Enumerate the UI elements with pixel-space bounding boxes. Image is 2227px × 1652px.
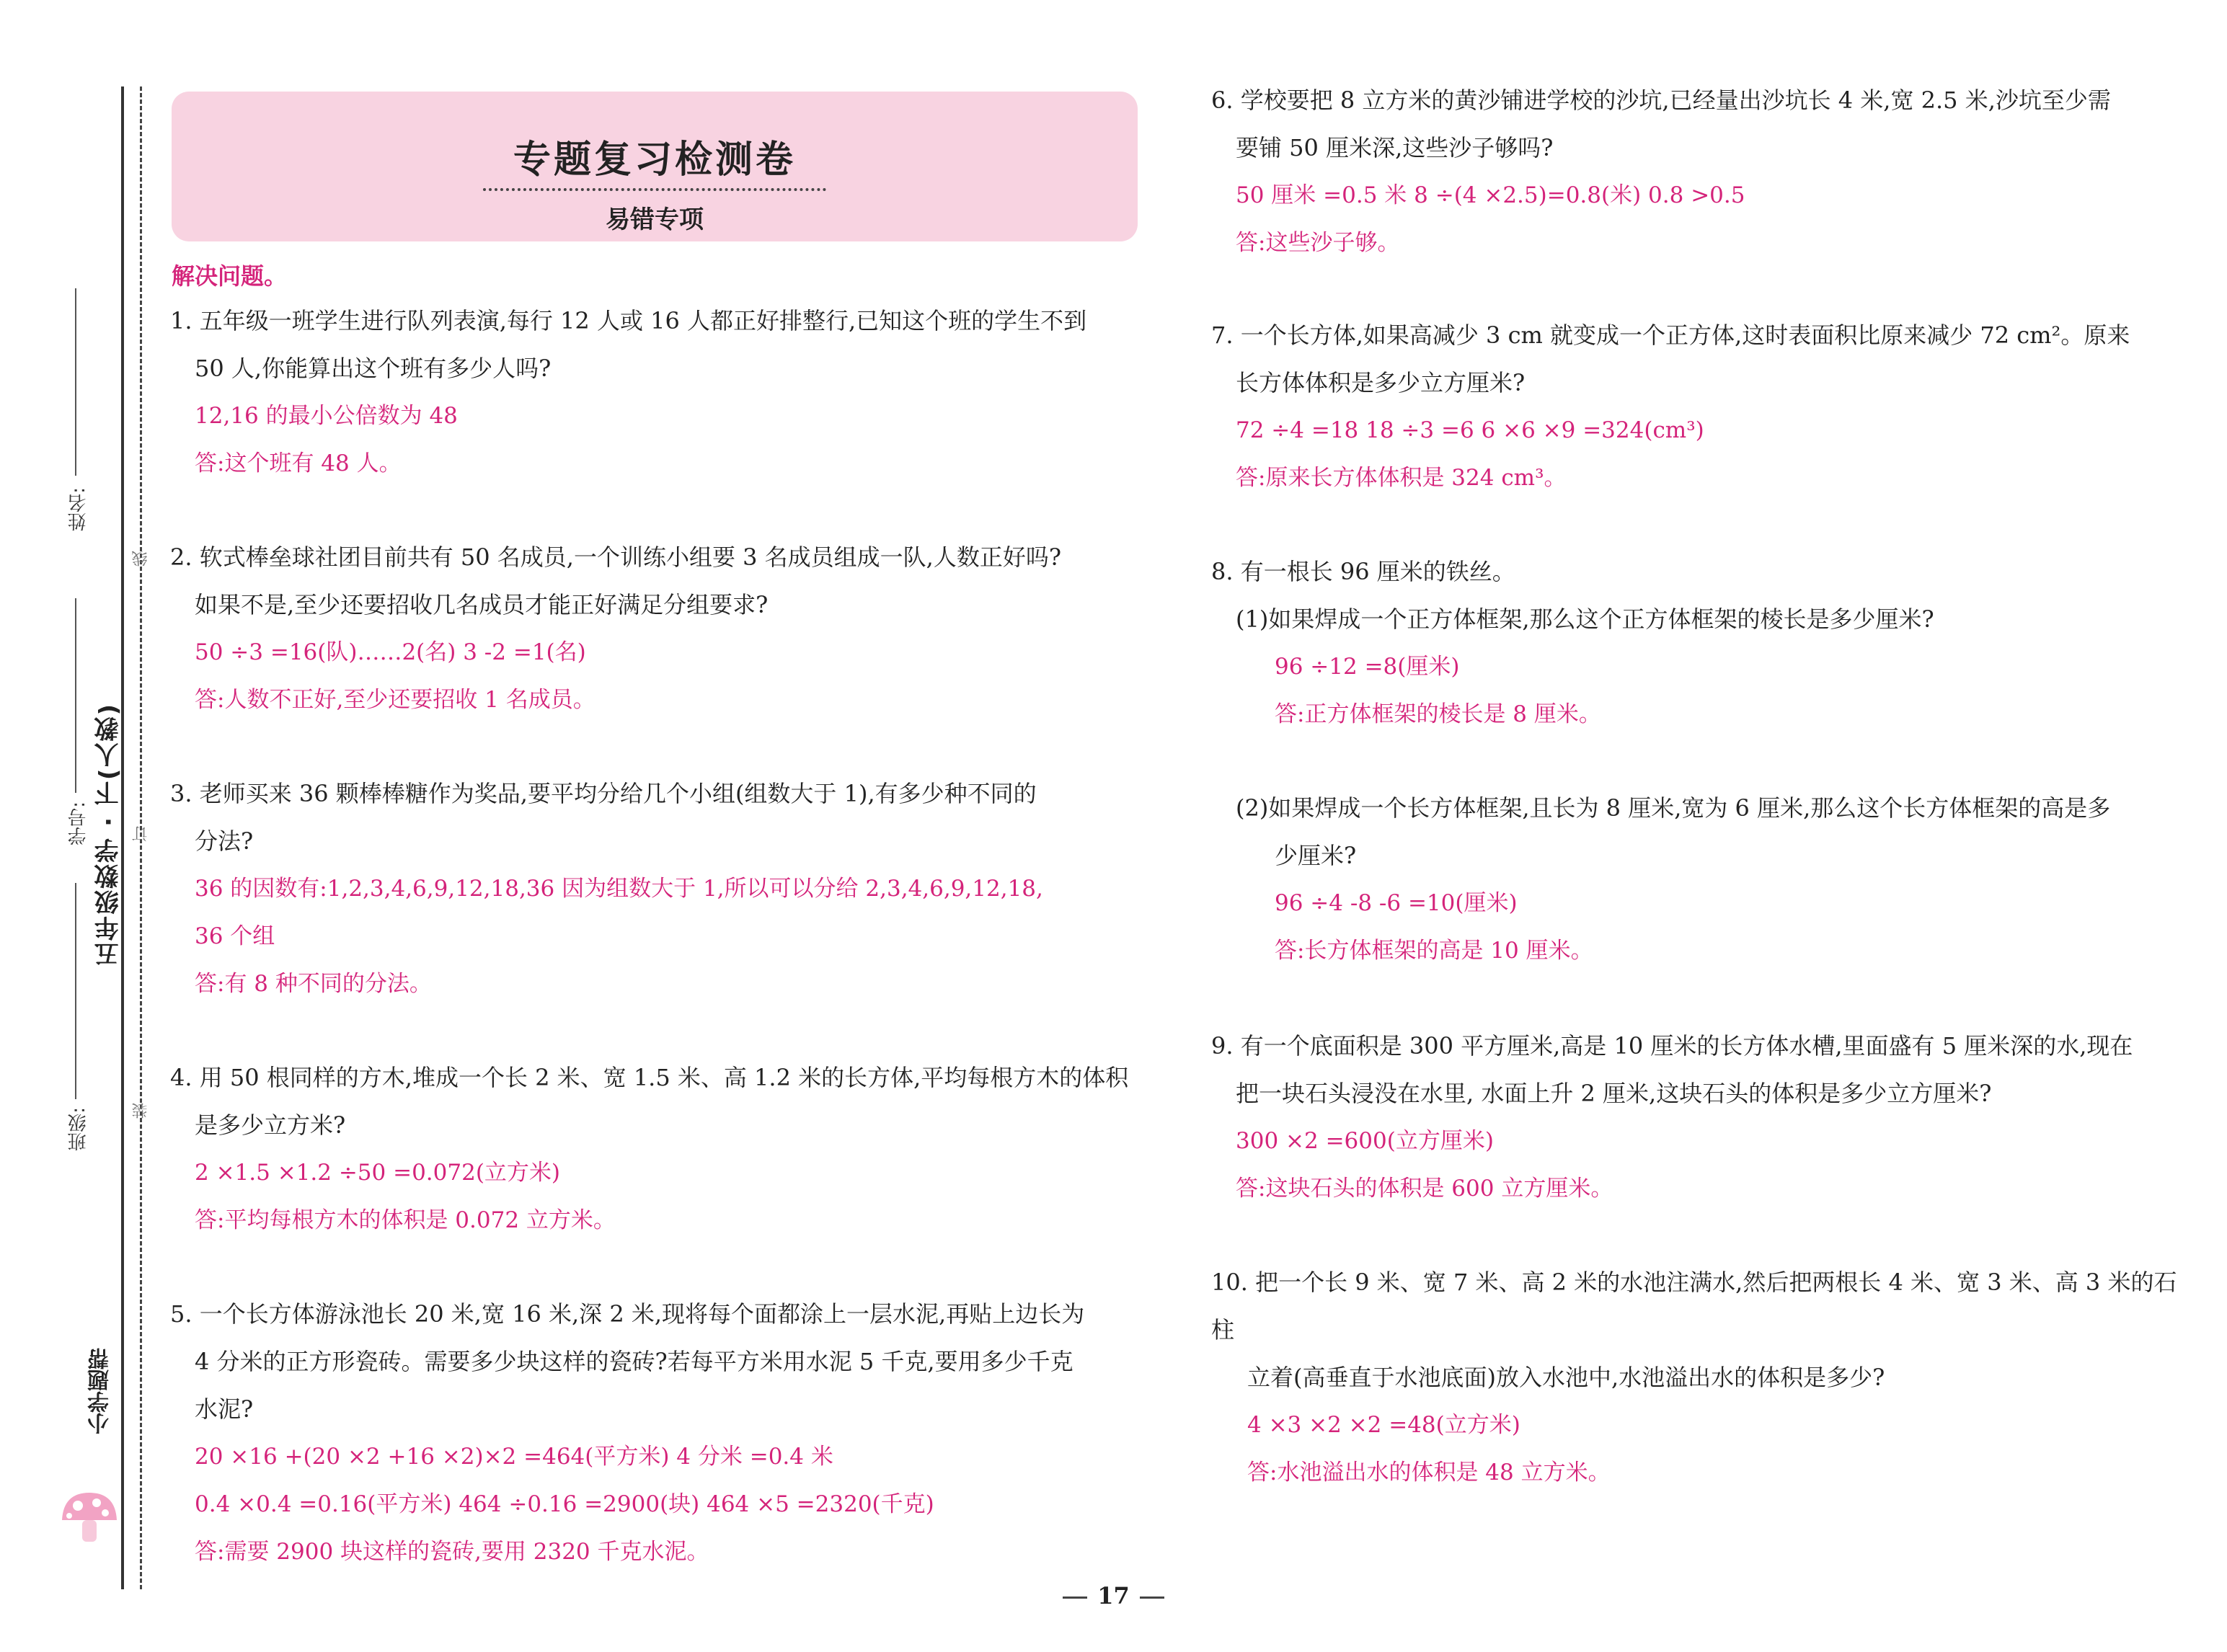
footer-dash-right <box>1140 1597 1164 1599</box>
answer-line: 答:这块石头的体积是 600 立方厘米。 <box>1236 1176 1613 1202</box>
page-footer <box>0 1582 2227 1609</box>
answer-line: 12,16 的最小公倍数为 48 <box>195 403 458 429</box>
question-line: 3. 老师买来 36 颗棒棒糖作为奖品,要平均分给几个小组(组数大于 1),有多少种不同的 <box>170 780 1037 807</box>
cut-mark-top: 线 <box>132 551 150 567</box>
question-line: 如果不是,至少还要招收几名成员才能正好满足分组要求? <box>195 591 769 618</box>
question-4 <box>170 1054 1143 1244</box>
answer-line: 2 ×1.5 ×1.2 ÷50 =0.072(立方米) <box>195 1160 561 1186</box>
answer-line: 20 ×16 +(20 ×2 +16 ×2)×2 =464(平方米) 4 分米 =0.4 米 <box>195 1444 833 1470</box>
question-line: 分法? <box>195 827 254 855</box>
question-8-part-1 <box>1211 548 2192 738</box>
question-10 <box>1211 1258 2192 1496</box>
question-line: (2)如果焊成一个长方体框架,且长为 8 厘米,宽为 6 厘米,那么这个长方体框架的高是多 <box>1236 794 2111 822</box>
book-title: 五年级数学 · 下(人教) <box>94 703 123 967</box>
question-line: 2. 软式棒垒球社团目前共有 50 名成员,一个训练小组要 3 名成员组成一队,人数正好吗? <box>170 543 1061 571</box>
question-line: 长方体体积是多少立方厘米? <box>1236 369 1526 396</box>
question-line: 7. 一个长方体,如果高减少 3 cm 就变成一个正方体,这时表面积比原来减少 72 cm²。原来 <box>1211 321 2130 349</box>
question-line: 1. 五年级一班学生进行队列表演,每行 12 人或 16 人都正好排整行,已知这个班的学生不到 <box>170 307 1087 334</box>
answer-line: 72 ÷4 =18 18 ÷3 =6 6 ×6 ×9 =324(cm³) <box>1236 417 1704 443</box>
question-line: 9. 有一个底面积是 300 平方厘米,高是 10 厘米的长方体水槽,里面盛有 5 厘米深的水,现在 <box>1211 1032 2133 1060</box>
answer-line: 答:这个班有 48 人。 <box>195 450 402 476</box>
question-7 <box>1211 311 2192 502</box>
question-line: 水泥? <box>195 1395 254 1423</box>
question-line: (1)如果焊成一个正方体框架,那么这个正方体框架的棱长是多少厘米? <box>1236 605 1934 633</box>
answer-line: 答:人数不正好,至少还要招收 1 名成员。 <box>195 687 596 713</box>
question-line: 立着(高垂直于水池底面)放入水池中,水池溢出水的体积是多少? <box>1247 1364 1885 1391</box>
mushroom-logo <box>56 1488 121 1546</box>
question-9 <box>1211 1022 2192 1212</box>
header-banner <box>172 92 1138 241</box>
answer-line: 答:平均每根方木的体积是 0.072 立方米。 <box>195 1207 616 1233</box>
section-heading: 解决问题。 <box>172 262 288 290</box>
question-line: 8. 有一根长 96 厘米的铁丝。 <box>1211 558 1515 585</box>
class-field <box>75 883 76 1099</box>
answer-line: 0.4 ×0.4 =0.16(平方米) 464 ÷0.16 =2900(块) 464 ×5 =2320(千克) <box>195 1491 934 1517</box>
answer-line: 96 ÷4 -8 -6 =10(厘米) <box>1275 890 1518 916</box>
answer-line: 36 个组 <box>195 923 275 949</box>
question-line: 4. 用 50 根同样的方木,堆成一个长 2 米、宽 1.5 米、高 1.2 米的长方体,平均每根方木的体积 <box>170 1064 1129 1091</box>
question-1 <box>170 297 1143 487</box>
question-3 <box>170 770 1143 1008</box>
page-title: 专题复习检测卷 <box>513 138 796 182</box>
question-line: 把一块石头浸没在水里, 水面上升 2 厘米,这块石头的体积是多少立方厘米? <box>1236 1080 1992 1107</box>
answer-line: 300 ×2 =600(立方厘米) <box>1236 1128 1494 1154</box>
page-number: 17 <box>1097 1582 1130 1609</box>
question-6 <box>1211 76 2192 267</box>
question-line: 50 人,你能算出这个班有多少人吗? <box>195 355 552 382</box>
answer-line: 答:有 8 种不同的分法。 <box>195 971 432 997</box>
cut-mark-bottom: 装 <box>132 1103 150 1119</box>
question-5 <box>170 1290 1143 1576</box>
question-line: 10. 把一个长 9 米、宽 7 米、高 2 米的水池注满水,然后把两根长 4 米、宽 3 米、高 3 米的石柱 <box>1211 1269 2177 1344</box>
answer-line: 4 ×3 ×2 ×2 =48(立方米) <box>1247 1412 1520 1438</box>
answer-line: 答:长方体框架的高是 10 厘米。 <box>1275 938 1593 964</box>
question-line: 少厘米? <box>1275 842 1357 869</box>
answer-line: 50 ÷3 =16(队)……2(名) 3 -2 =1(名) <box>195 639 586 665</box>
answer-line: 50 厘米 =0.5 米 8 ÷(4 ×2.5)=0.8(米) 0.8 >0.5 <box>1236 182 1745 208</box>
question-8-part-2 <box>1211 784 2192 974</box>
question-line: 5. 一个长方体游泳池长 20 米,宽 16 米,深 2 米,现将每个面都涂上一层水泥,再贴上边长为 <box>170 1300 1085 1328</box>
brand-name: 小学题帮 <box>88 1348 113 1434</box>
title-divider <box>483 188 826 191</box>
answer-line: 答:原来长方体体积是 324 cm³。 <box>1236 465 1567 491</box>
cut-mark-middle: 订 <box>132 826 150 842</box>
answer-line: 答:水池溢出水的体积是 48 立方米。 <box>1247 1460 1611 1486</box>
answer-line: 答:需要 2900 块这样的瓷砖,要用 2320 千克水泥。 <box>195 1539 709 1565</box>
student-id-field <box>75 598 76 793</box>
answer-line: 答:这些沙子够。 <box>1236 230 1400 256</box>
answer-line: 答:正方体框架的棱长是 8 厘米。 <box>1275 701 1601 727</box>
answer-line: 96 ÷12 =8(厘米) <box>1275 654 1460 680</box>
question-2 <box>170 533 1143 724</box>
class-label: 班级: <box>68 1107 89 1151</box>
page-subtitle: 易错专项 <box>606 205 704 234</box>
answer-line: 36 的因数有:1,2,3,4,6,9,12,18,36 因为组数大于 1,所以可以分给 2,3,4,6,9,12,18, <box>195 876 1043 902</box>
name-label: 姓名: <box>68 487 89 531</box>
question-line: 4 分米的正方形瓷砖。需要多少块这样的瓷砖?若每平方米用水泥 5 千克,要用多少千克 <box>195 1348 1073 1375</box>
question-line: 要铺 50 厘米深,这些沙子够吗? <box>1236 134 1554 161</box>
name-field <box>75 288 76 476</box>
question-line: 6. 学校要把 8 立方米的黄沙铺进学校的沙坑,已经量出沙坑长 4 米,宽 2.5 米,沙坑至少需 <box>1211 86 2111 114</box>
student-id-label: 学号: <box>68 801 89 845</box>
question-line: 是多少立方米? <box>195 1111 346 1139</box>
footer-dash-left <box>1063 1597 1087 1599</box>
